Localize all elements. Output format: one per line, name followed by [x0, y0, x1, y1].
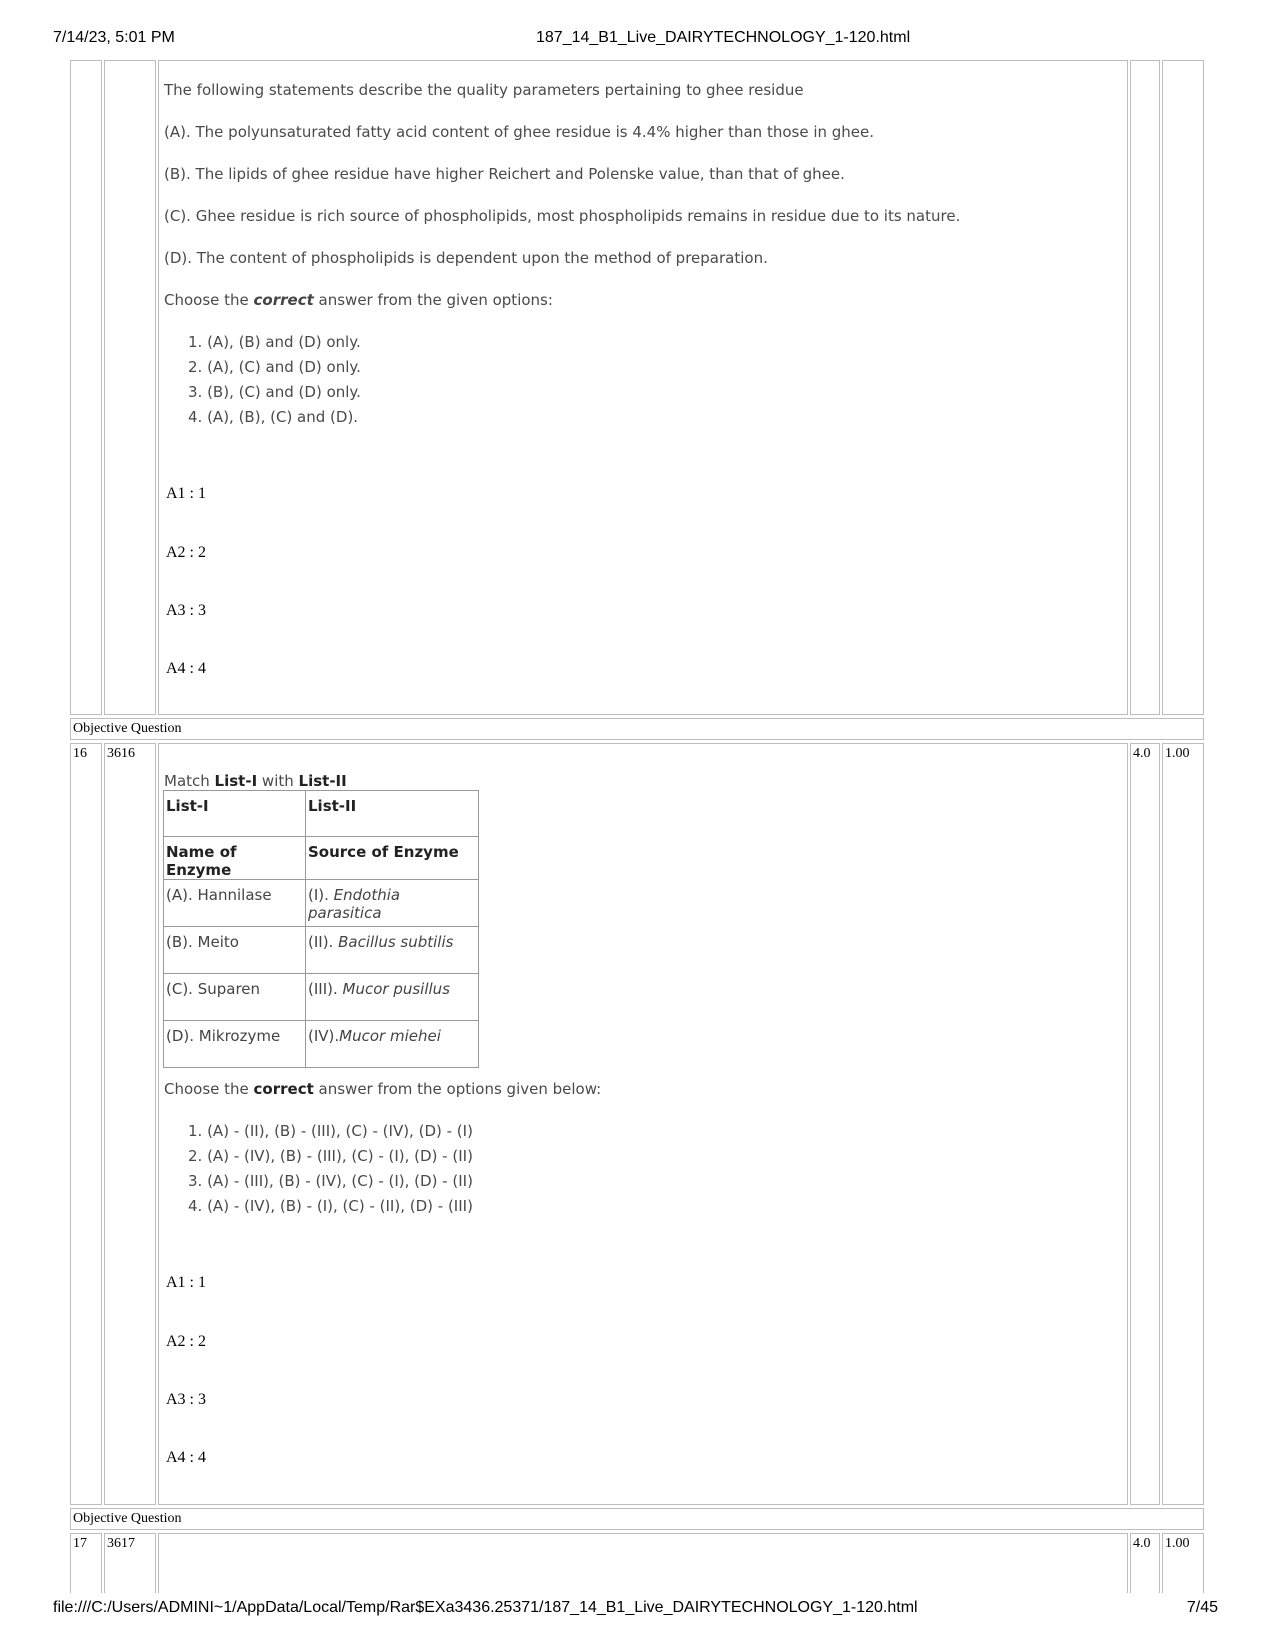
q16-answer-2: A2 : 2	[166, 1333, 206, 1350]
enzyme-source-cell: (II). Bacillus subtilis	[306, 927, 479, 974]
match-header-enzyme-name: Name of Enzyme	[164, 837, 306, 880]
enzyme-name-cell: (C). Suparen	[164, 974, 306, 1021]
section-label-row	[70, 718, 1204, 740]
q15-intro: The following statements describe the quality parameters pertaining to ghee residue	[164, 81, 804, 99]
enzyme-source-cell: (III). Mucor pusillus	[306, 974, 479, 1021]
table-row	[164, 880, 479, 927]
print-footer	[0, 1599, 1275, 1619]
q15-answer-3: A3 : 3	[166, 602, 206, 619]
match-table-subheader-row	[164, 837, 479, 880]
enzyme-name-cell: (B). Meito	[164, 927, 306, 974]
q16-marks-cell	[1130, 743, 1160, 1505]
q15-marks-cell	[1130, 60, 1160, 715]
table-row	[164, 927, 479, 974]
q16-id: 3616	[107, 746, 135, 761]
q17-question-cell	[158, 1533, 1128, 1593]
q15-statement-d: (D). The content of phospholipids is dependent upon the method of preparation.	[164, 249, 768, 267]
enzyme-source-cell: (IV).Mucor miehei	[306, 1021, 479, 1068]
q16-answer-1: A1 : 1	[166, 1274, 206, 1291]
q15-statement-a: (A). The polyunsaturated fatty acid content of ghee residue is 4.4% higher than those in ghee.	[164, 123, 875, 141]
enzyme-source-cell: (I). Endothia parasitica	[306, 880, 479, 927]
q15-option-2: 2. (A), (C) and (D) only.	[188, 358, 361, 376]
print-datetime: 7/14/23, 5:01 PM	[53, 29, 175, 46]
table-row	[164, 1021, 479, 1068]
q16-instruction: Choose the correct answer from the options given below:	[164, 1080, 602, 1098]
print-file-path: file:///C:/Users/ADMINI~1/AppData/Local/Temp/Rar$EXa3436.25371/187_14_B1_Live_DAIRYTECHNOLOGY_1-120.html	[53, 1599, 918, 1616]
match-table-header-row	[164, 791, 479, 837]
q16-number: 16	[73, 746, 87, 761]
q15-id-cell	[104, 60, 156, 715]
page-number: 7/45	[1186, 1599, 1218, 1616]
table-row	[164, 974, 479, 1021]
q16-option-2: 2. (A) - (IV), (B) - (III), (C) - (I), (D) - (II)	[188, 1147, 473, 1165]
q16-option-3: 3. (A) - (III), (B) - (IV), (C) - (I), (D) - (II)	[188, 1172, 473, 1190]
q16-marks: 4.0	[1133, 746, 1151, 761]
print-header	[0, 29, 1275, 49]
q15-option-1: 1. (A), (B) and (D) only.	[188, 333, 361, 351]
section-label-row	[70, 1508, 1204, 1530]
q16-negative-marks: 1.00	[1165, 746, 1190, 761]
q16-id-cell	[104, 743, 156, 1505]
match-header-list1: List-I	[164, 791, 306, 837]
match-table	[163, 790, 479, 1068]
section-label: Objective Question	[73, 1511, 182, 1526]
match-header-list2: List-II	[306, 791, 479, 837]
q16-option-4: 4. (A) - (IV), (B) - (I), (C) - (II), (D) - (III)	[188, 1197, 473, 1215]
q15-option-3: 3. (B), (C) and (D) only.	[188, 383, 361, 401]
q15-statement-b: (B). The lipids of ghee residue have higher Reichert and Polenske value, than that of ghee.	[164, 165, 845, 183]
q15-answer-1: A1 : 1	[166, 485, 206, 502]
q17-number: 17	[73, 1536, 87, 1551]
q15-num-cell	[70, 60, 102, 715]
q15-answer-4: A4 : 4	[166, 660, 206, 677]
q15-answer-2: A2 : 2	[166, 544, 206, 561]
q15-option-4: 4. (A), (B), (C) and (D).	[188, 408, 359, 426]
q16-match-instruction: Match List-I with List-II	[164, 772, 347, 790]
q16-answer-4: A4 : 4	[166, 1449, 206, 1466]
q17-negative-marks: 1.00	[1165, 1536, 1190, 1551]
enzyme-name-cell: (A). Hannilase	[164, 880, 306, 927]
enzyme-name-cell: (D). Mikrozyme	[164, 1021, 306, 1068]
q17-id: 3617	[107, 1536, 135, 1551]
q15-statement-c: (C). Ghee residue is rich source of phospholipids, most phospholipids remains in residue due to its nature.	[164, 207, 961, 225]
q15-neg-cell	[1162, 60, 1204, 715]
q16-num-cell	[70, 743, 102, 1505]
q16-neg-cell	[1162, 743, 1204, 1505]
q15-instruction: Choose the correct answer from the given options:	[164, 291, 553, 309]
match-header-enzyme-source: Source of Enzyme	[306, 837, 479, 880]
q16-answer-3: A3 : 3	[166, 1391, 206, 1408]
q16-option-1: 1. (A) - (II), (B) - (III), (C) - (IV), (D) - (I)	[188, 1122, 473, 1140]
print-title: 187_14_B1_Live_DAIRYTECHNOLOGY_1-120.html	[536, 29, 911, 46]
section-label: Objective Question	[73, 721, 182, 736]
q17-marks: 4.0	[1133, 1536, 1151, 1551]
